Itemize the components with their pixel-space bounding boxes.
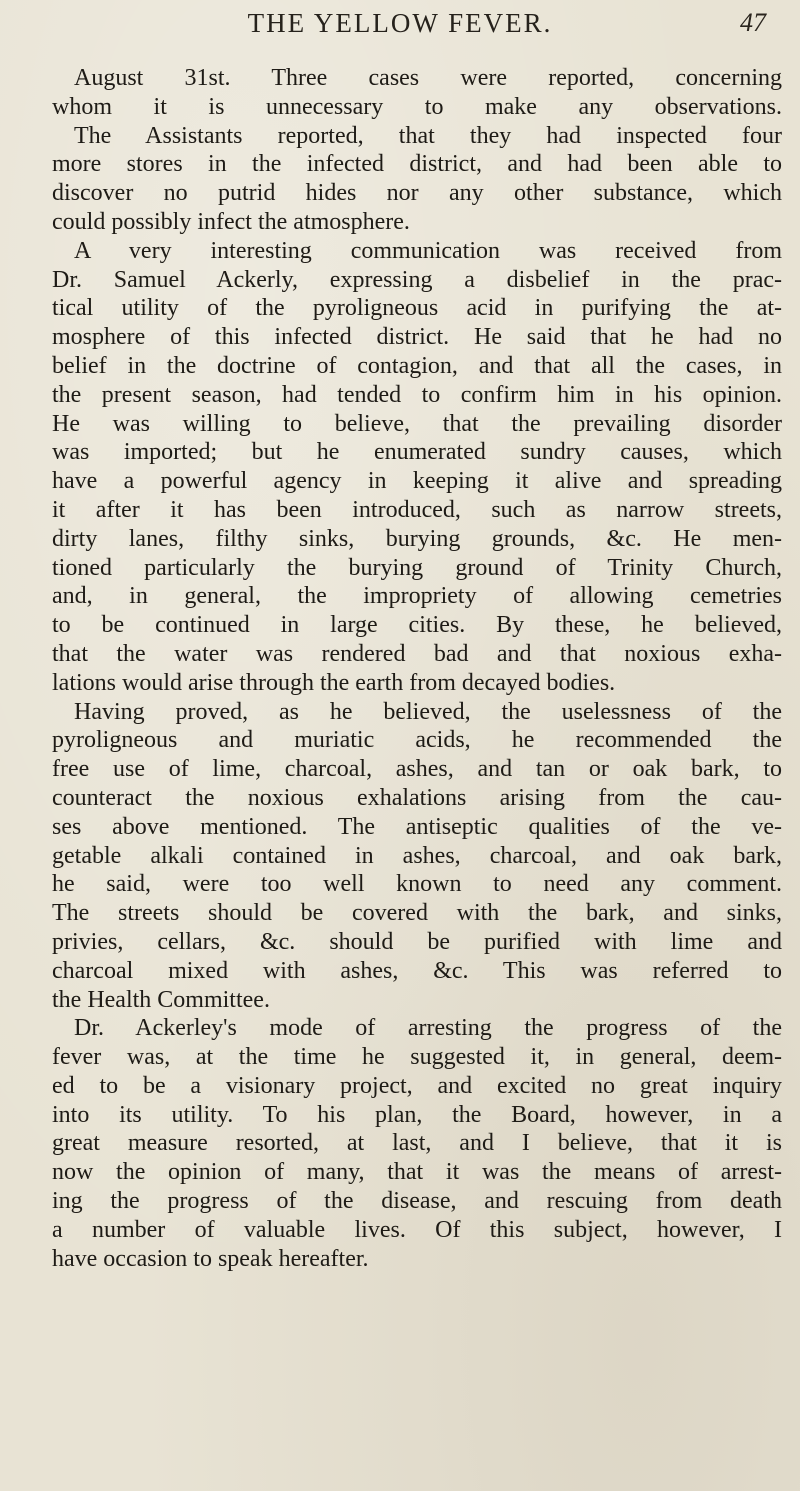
text-line: into its utility. To his plan, the Board, however, in a — [52, 1101, 782, 1128]
text-line: more stores in the infected district, and had been able to — [52, 151, 782, 178]
text-line: a number of valuable lives. Of this subject, however, I — [52, 1216, 782, 1243]
text-line: was imported; but he enumerated sundry causes, which — [52, 439, 782, 466]
page-number: 47 — [740, 8, 766, 37]
text-line: getable alkali contained in ashes, charcoal, and oak bark, — [52, 842, 782, 869]
text-line: belief in the doctrine of contagion, and that all the cases, in — [52, 352, 782, 379]
text-line: to be continued in large cities. By these, he believed, — [52, 612, 782, 639]
text-line: charcoal mixed with ashes, &c. This was referred to — [52, 957, 782, 984]
text-line: ed to be a visionary project, and excited no great inquiry — [52, 1072, 782, 1099]
text-line: have a powerful agency in keeping it alive and spreading — [52, 468, 782, 495]
text-line: he said, were too well known to need any comment. — [52, 871, 782, 898]
text-line: He was willing to believe, that the prevailing disorder — [52, 410, 782, 437]
text-line: ses above mentioned. The antiseptic qualities of the ve- — [52, 813, 782, 840]
text-line: it after it has been introduced, such as narrow streets, — [52, 496, 782, 523]
text-line: The Assistants reported, that they had inspected four — [74, 122, 782, 149]
body-text — [52, 64, 782, 1273]
text-line: free use of lime, charcoal, ashes, and tan or oak bark, to — [52, 756, 782, 783]
text-line: now the opinion of many, that it was the means of arrest- — [52, 1159, 782, 1186]
text-line: tioned particularly the burying ground of Trinity Church, — [52, 554, 782, 581]
text-line: The streets should be covered with the bark, and sinks, — [52, 900, 782, 927]
text-line: ing the progress of the disease, and rescuing from death — [52, 1188, 782, 1215]
text-line: pyroligneous and muriatic acids, he recommended the — [52, 727, 782, 754]
text-line: counteract the noxious exhalations arising from the cau- — [52, 784, 782, 811]
text-line: whom it is unnecessary to make any observations. — [52, 93, 782, 120]
text-line: mosphere of this infected district. He said that he had no — [52, 324, 782, 351]
text-line: could possibly infect the atmosphere. — [52, 208, 410, 235]
page-header — [0, 8, 800, 48]
text-line: the present season, had tended to confirm him in his opinion. — [52, 381, 782, 408]
text-line: have occasion to speak hereafter. — [52, 1245, 369, 1272]
text-line: that the water was rendered bad and that noxious exha- — [52, 640, 782, 667]
text-line: Dr. Samuel Ackerly, expressing a disbelief in the prac- — [52, 266, 782, 293]
text-line: A very interesting communication was received from — [74, 237, 782, 264]
text-line: privies, cellars, &c. should be purified with lime and — [52, 928, 782, 955]
text-line: Dr. Ackerley's mode of arresting the progress of the — [74, 1015, 782, 1042]
text-line: fever was, at the time he suggested it, in general, deem- — [52, 1044, 782, 1071]
text-line: discover no putrid hides nor any other substance, which — [52, 180, 782, 207]
text-line: lations would arise through the earth from decayed bodies. — [52, 669, 616, 696]
text-line: tical utility of the pyroligneous acid in purifying the at- — [52, 295, 782, 322]
text-line: dirty lanes, filthy sinks, burying grounds, &c. He men- — [52, 525, 782, 552]
text-line: great measure resorted, at last, and I believe, that it is — [52, 1130, 782, 1157]
text-line: Having proved, as he believed, the uselessness of the — [74, 698, 782, 725]
running-title: THE YELLOW FEVER. — [247, 8, 553, 38]
text-line: and, in general, the impropriety of allowing cemetries — [52, 583, 782, 610]
text-line: the Health Committee. — [52, 986, 270, 1013]
text-line: August 31st. Three cases were reported, concerning — [74, 65, 782, 91]
